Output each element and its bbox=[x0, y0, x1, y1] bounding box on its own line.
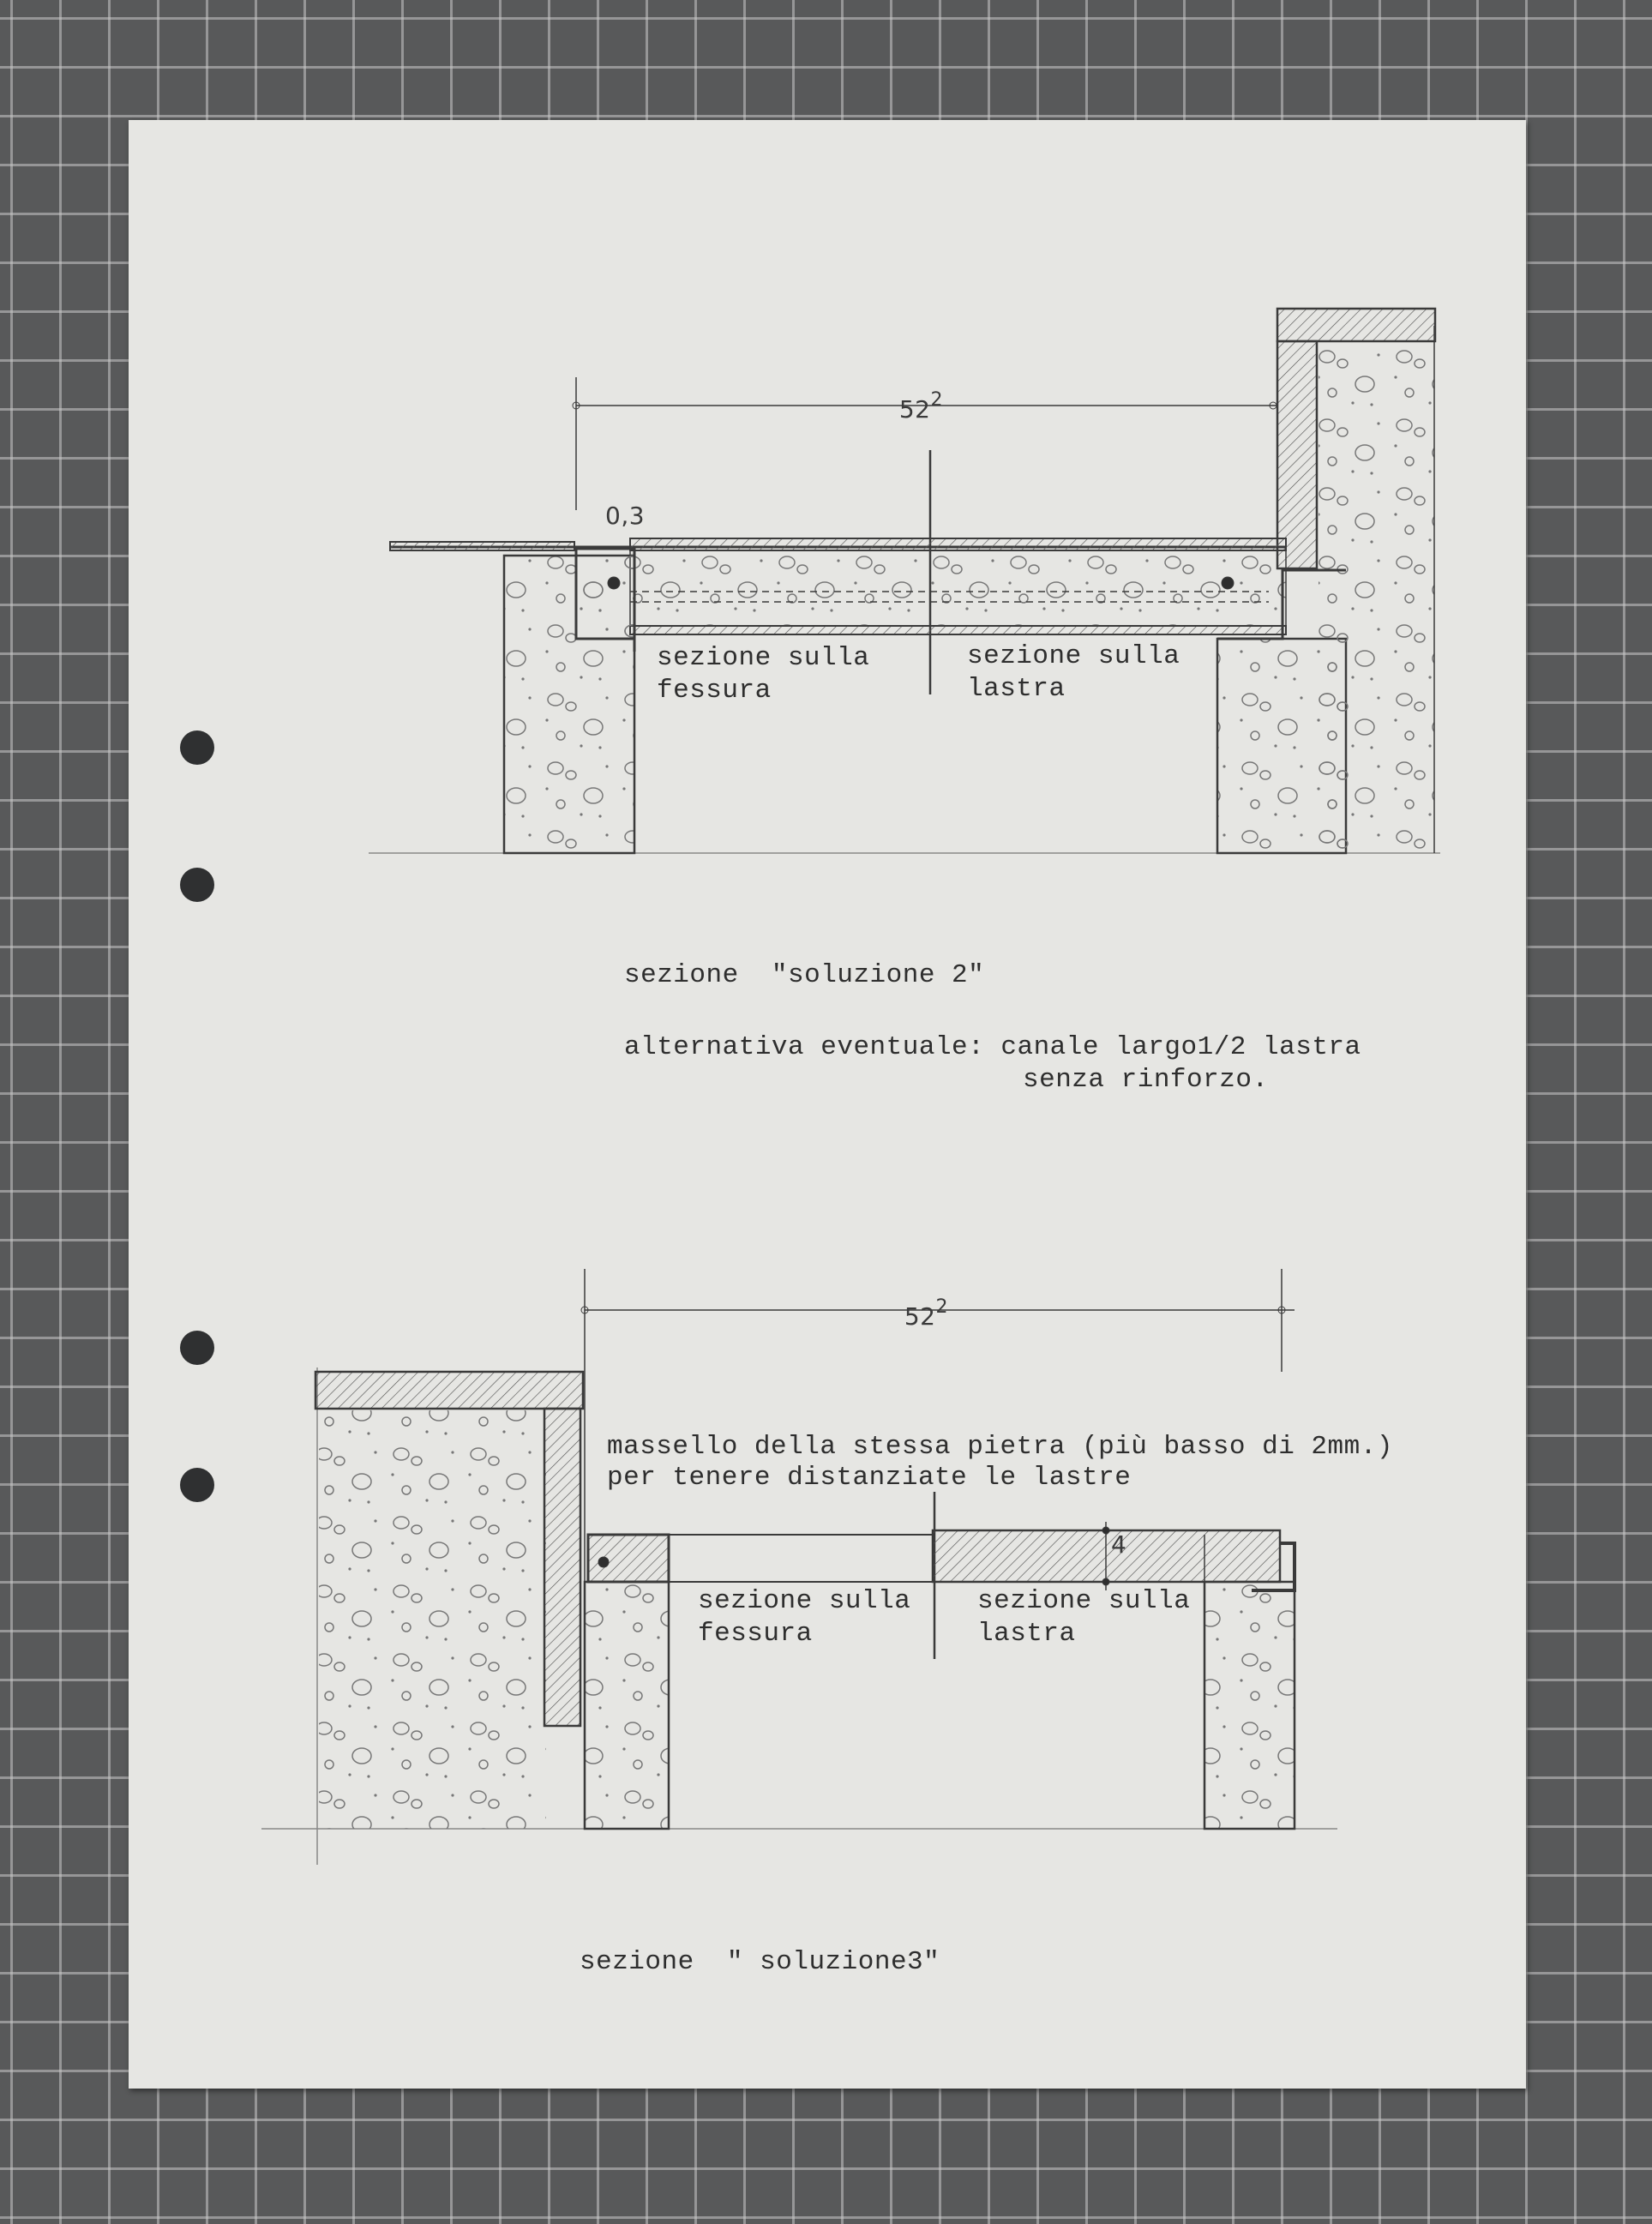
block-note-line-2: per tenere distanziate le lastre bbox=[607, 1463, 1132, 1493]
section-drawing-solution-3 bbox=[261, 1269, 1337, 1865]
gap-label: 0,3 bbox=[605, 502, 646, 530]
caption-title-solution-3: sezione " soluzione3" bbox=[580, 1947, 940, 1977]
label-section-slot: sezione sulla bbox=[657, 643, 870, 673]
label-section-slot-2: fessura bbox=[698, 1619, 813, 1649]
label-section-slab: sezione sulla bbox=[967, 641, 1180, 671]
dimension-value: 52 bbox=[898, 395, 931, 424]
caption-note-line-1: alternativa eventuale: canale largo1/2 lastra bbox=[624, 1032, 1361, 1062]
dimension-superscript: 2 bbox=[930, 389, 943, 411]
dimension-label-2 bbox=[888, 1281, 948, 1329]
height-label: 4 bbox=[1111, 1530, 1127, 1559]
dimension-value: 52 bbox=[904, 1302, 936, 1331]
caption-title-solution-2: sezione "soluzione 2" bbox=[624, 960, 985, 990]
label-section-slab: sezione sulla bbox=[977, 1586, 1191, 1616]
dimension-superscript: 2 bbox=[935, 1296, 948, 1318]
dimension-label bbox=[883, 374, 943, 422]
label-section-slot: sezione sulla bbox=[698, 1586, 911, 1616]
caption-note-line-2: senza rinforzo. bbox=[1023, 1065, 1269, 1095]
label-section-slab-2: lastra bbox=[967, 674, 1066, 704]
label-section-slot-2: fessura bbox=[657, 676, 772, 706]
label-section-slab-2: lastra bbox=[977, 1619, 1076, 1649]
block-note-line-1: massello della stessa pietra (più basso di 2mm.) bbox=[607, 1432, 1393, 1462]
